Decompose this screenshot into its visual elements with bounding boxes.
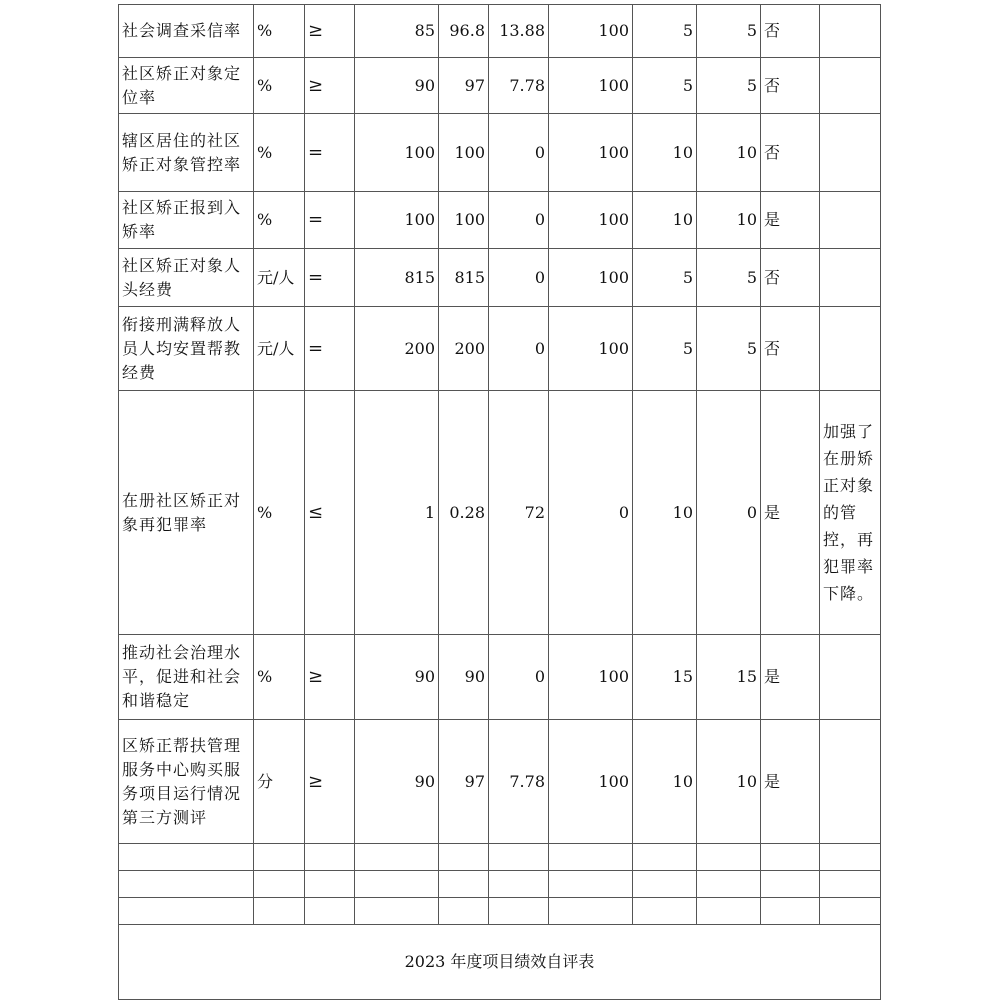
- rate-value: 100: [549, 114, 633, 192]
- weight-value: 5: [633, 5, 697, 58]
- operator-cell: =: [305, 192, 355, 249]
- unit-cell: 元/人: [254, 249, 305, 307]
- blank-row: [119, 871, 881, 898]
- remark-cell: [820, 5, 881, 58]
- target-value: 85: [355, 5, 439, 58]
- blank-row: [119, 844, 881, 871]
- rate-value: 100: [549, 192, 633, 249]
- remark-cell: [820, 720, 881, 844]
- unit-cell: %: [254, 5, 305, 58]
- score-value: 15: [697, 635, 761, 720]
- deviation-value: 7.78: [489, 720, 549, 844]
- target-value: 90: [355, 720, 439, 844]
- score-value: 10: [697, 720, 761, 844]
- weight-value: 5: [633, 307, 697, 391]
- table-row: [119, 192, 881, 249]
- deviation-value: 72: [489, 391, 549, 635]
- score-value: 5: [697, 307, 761, 391]
- unit-cell: 元/人: [254, 307, 305, 391]
- flag-cell: 是: [761, 720, 820, 844]
- weight-value: 5: [633, 58, 697, 114]
- rate-value: 0: [549, 391, 633, 635]
- score-value: 5: [697, 58, 761, 114]
- table-row: [119, 635, 881, 720]
- table-row: [119, 5, 881, 58]
- actual-value: 0.28: [439, 391, 489, 635]
- target-value: 90: [355, 58, 439, 114]
- actual-value: 96.8: [439, 5, 489, 58]
- indicator-name: 在册社区矫正对象再犯罪率: [119, 391, 254, 635]
- operator-cell: ≥: [305, 720, 355, 844]
- score-value: 5: [697, 249, 761, 307]
- indicator-name: 推动社会治理水平，促进和社会和谐稳定: [119, 635, 254, 720]
- indicator-name: 社区矫正报到入矫率: [119, 192, 254, 249]
- operator-cell: =: [305, 249, 355, 307]
- weight-value: 10: [633, 114, 697, 192]
- rate-value: 100: [549, 249, 633, 307]
- table-row: [119, 720, 881, 844]
- actual-value: 100: [439, 114, 489, 192]
- actual-value: 90: [439, 635, 489, 720]
- deviation-value: 0: [489, 114, 549, 192]
- unit-cell: %: [254, 114, 305, 192]
- remark-cell: [820, 249, 881, 307]
- rate-value: 100: [549, 58, 633, 114]
- flag-cell: 否: [761, 58, 820, 114]
- operator-cell: =: [305, 114, 355, 192]
- weight-value: 10: [633, 720, 697, 844]
- table-row: [119, 307, 881, 391]
- actual-value: 815: [439, 249, 489, 307]
- indicator-name: 社区矫正对象人头经费: [119, 249, 254, 307]
- weight-value: 15: [633, 635, 697, 720]
- actual-value: 100: [439, 192, 489, 249]
- weight-value: 10: [633, 391, 697, 635]
- rate-value: 100: [549, 635, 633, 720]
- unit-cell: 分: [254, 720, 305, 844]
- actual-value: 200: [439, 307, 489, 391]
- rate-value: 100: [549, 307, 633, 391]
- remark-cell: [820, 192, 881, 249]
- actual-value: 97: [439, 58, 489, 114]
- score-value: 5: [697, 5, 761, 58]
- deviation-value: 0: [489, 635, 549, 720]
- performance-table: [118, 4, 881, 1000]
- blank-row: [119, 898, 881, 925]
- indicator-name: 衔接刑满释放人员人均安置帮教经费: [119, 307, 254, 391]
- unit-cell: %: [254, 391, 305, 635]
- indicator-name: 社会调查采信率: [119, 5, 254, 58]
- remark-cell: [820, 114, 881, 192]
- table-row: [119, 114, 881, 192]
- table-row: [119, 58, 881, 114]
- flag-cell: 否: [761, 307, 820, 391]
- operator-cell: ≥: [305, 635, 355, 720]
- target-value: 100: [355, 192, 439, 249]
- remark-cell: 加强了在册矫正对象的管控，再犯罪率下降。: [820, 391, 881, 635]
- flag-cell: 否: [761, 5, 820, 58]
- target-value: 100: [355, 114, 439, 192]
- target-value: 1: [355, 391, 439, 635]
- remark-cell: [820, 58, 881, 114]
- indicator-name: 社区矫正对象定位率: [119, 58, 254, 114]
- flag-cell: 是: [761, 192, 820, 249]
- rate-value: 100: [549, 720, 633, 844]
- flag-cell: 是: [761, 635, 820, 720]
- rate-value: 100: [549, 5, 633, 58]
- score-value: 10: [697, 192, 761, 249]
- operator-cell: ≥: [305, 5, 355, 58]
- weight-value: 10: [633, 192, 697, 249]
- operator-cell: ≥: [305, 58, 355, 114]
- unit-cell: %: [254, 58, 305, 114]
- weight-value: 5: [633, 249, 697, 307]
- remark-cell: [820, 635, 881, 720]
- table-row: [119, 249, 881, 307]
- deviation-value: 13.88: [489, 5, 549, 58]
- flag-cell: 否: [761, 249, 820, 307]
- unit-cell: %: [254, 192, 305, 249]
- operator-cell: ≤: [305, 391, 355, 635]
- score-value: 0: [697, 391, 761, 635]
- operator-cell: =: [305, 307, 355, 391]
- target-value: 90: [355, 635, 439, 720]
- score-value: 10: [697, 114, 761, 192]
- flag-cell: 是: [761, 391, 820, 635]
- table-row: [119, 391, 881, 635]
- target-value: 200: [355, 307, 439, 391]
- remark-cell: [820, 307, 881, 391]
- deviation-value: 0: [489, 307, 549, 391]
- indicator-name: 区矫正帮扶管理服务中心购买服务项目运行情况第三方测评: [119, 720, 254, 844]
- actual-value: 97: [439, 720, 489, 844]
- table-footer-title: 2023 年度项目绩效自评表: [119, 925, 881, 1000]
- target-value: 815: [355, 249, 439, 307]
- deviation-value: 0: [489, 192, 549, 249]
- unit-cell: %: [254, 635, 305, 720]
- deviation-value: 0: [489, 249, 549, 307]
- footer-row: [119, 925, 881, 1000]
- flag-cell: 否: [761, 114, 820, 192]
- deviation-value: 7.78: [489, 58, 549, 114]
- indicator-name: 辖区居住的社区矫正对象管控率: [119, 114, 254, 192]
